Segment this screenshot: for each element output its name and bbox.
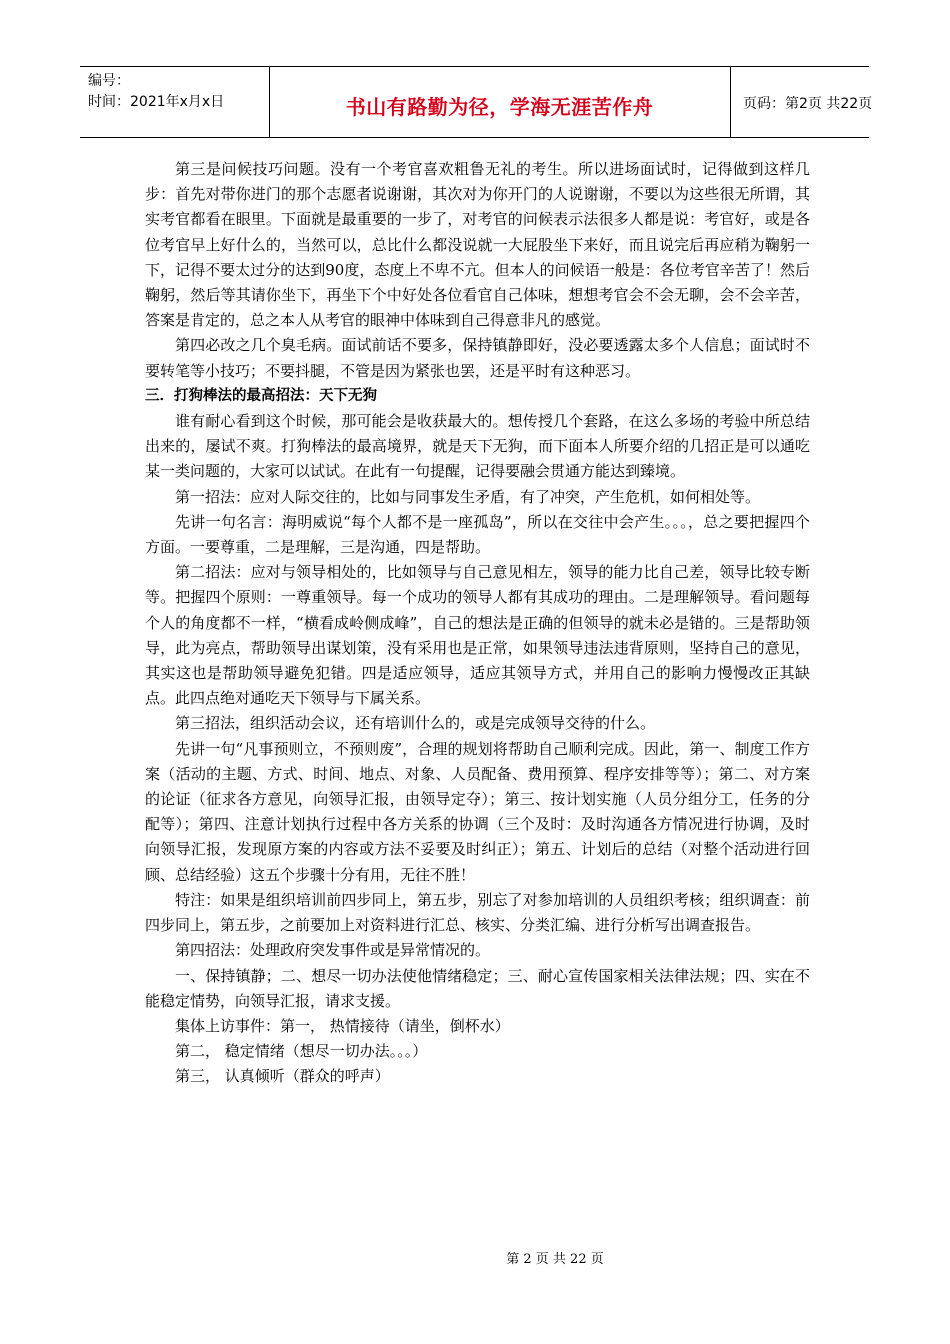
paragraph: 第二， 稳定情绪（想尽一切办法。。。） — [175, 1042, 428, 1061]
paragraph: 第三招法，组织活动会议，还有培训什么的，或是完成领导交待的什么。 — [175, 714, 656, 733]
document-number-label: 编号： — [88, 73, 130, 89]
page-footer — [0, 1248, 950, 1267]
paragraph: 集体上访事件：第一， 热情接待（请坐，倒杯水） — [175, 1016, 510, 1035]
document-date-label: 时间：2021年x月x日 — [88, 94, 225, 110]
paragraph: 第三是问候技巧问题。没有一个考官喜欢粗鲁无礼的考生。所以进场面试时，记得做到这样几步：首先对带你进门的那个志愿者说谢谢，其次对为你开门的人说谢谢，不要以为这些很无所谓，其实考官都看在眼里。下面就是最重要的一步了，对考官的问候表示法很多人都是说：考官好，或是各位考官早上好什么的，当然可以，总比什么都没说就一大屁股坐下来好，而且说完后再应稍为鞠躬一下，记得不要太过分的达到90度，态度上不卑不亢。但本人的问候语一般是：各位考官辛苦了！然后鞠躬，然后等其请你坐下，再坐下个中好处各位看官自己体味，想想考官会不会无聊，会不会辛苦，答案是肯定的，总之本人从考官的眼神中体味到自己得意非凡的感觉。 — [145, 160, 810, 330]
page-header — [80, 66, 873, 138]
header-page-cell — [731, 67, 873, 137]
document-body — [145, 157, 810, 1090]
paragraph: 第一招法：应对人际交往的，比如与同事发生矛盾，有了冲突，产生危机，如何相处等。 — [175, 487, 761, 506]
paragraph: 先讲一句名言：海明威说“每个人都不是一座孤岛”，所以在交往中会产生。。。，总之要把握四个方面。一要尊重，二是理解，三是沟通，四是帮助。 — [145, 512, 810, 557]
paragraph: 一、保持镇静；二、想尽一切办法使他情绪稳定；三、耐心宣传国家相关法律法规；四、实在不能稳定情势，向领导汇报，请求支援。 — [145, 966, 810, 1010]
paragraph: 第四招法：处理政府突发事件或是异常情况的。 — [175, 941, 491, 960]
header-motto-cell — [269, 67, 731, 137]
paragraph: 第三， 认真倾听（群众的呼声） — [175, 1067, 390, 1086]
paragraph: 谁有耐心看到这个时候，那可能会是收获最大的。想传授几个套路，在这么多场的考验中所总结出来的，屡试不爽。打狗棒法的最高境界，就是天下无狗，而下面本人所要介绍的几招正是可以通吃某一类问题的，大家可以试试。在此有一句提醒，记得要融会贯通方能达到臻境。 — [145, 412, 810, 481]
footer-page-number: 第 2 页 共 22 页 — [506, 1252, 604, 1267]
header-page-label: 页码：第2页 共22页 — [743, 96, 873, 112]
header-motto: 书山有路勤为径，学海无涯苦作舟 — [345, 95, 654, 119]
header-info-cell — [80, 67, 270, 137]
paragraph: 第二招法：应对与领导相处的，比如领导与自己意见相左，领导的能力比自己差，领导比较专断等。把握四个原则：一尊重领导。每一个成功的领导人都有其成功的理由。二是理解领导。看问题每个人的角度都不一样，“横看成岭侧成峰”，自己的想法是正确的但领导的就未必是错的。三是帮助领导，此为亮点，帮助领导出谋划策，没有采用也是正常，如果领导违法违背原则，坚持自己的意见，其实这也是帮助领导避免犯错。四是适应领导，适应其领导方式，并用自己的影响力慢慢改正其缺点。此四点绝对通吃天下领导与下属关系。 — [145, 563, 810, 708]
paragraph: 先讲一句“凡事预则立，不预则废”，合理的规划将帮助自己顺利完成。因此，第一、制度工作方案（活动的主题、方式、时间、地点、对象、人员配备、费用预算、程序安排等等）；第二、对方案的论证（征求各方意见，向领导汇报，由领导定夺）；第三、按计划实施（人员分组分工，任务的分配等）；第四、注意计划执行过程中各方关系的协调（三个及时：及时沟通各方情况进行协调，及时向领导汇报，发现原方案的内容或方法不妥要及时纠正）；第五、计划后的总结（对整个活动进行回顾、总结经验）这五个步骤十分有用，无往不胜！ — [145, 739, 810, 884]
paragraph: 特注：如果是组织培训前四步同上，第五步，别忘了对参加培训的人员组织考核；组织调查：前四步同上，第五步，之前要加上对资料进行汇总、核实、分类汇编、进行分析写出调查报告。 — [145, 890, 810, 935]
section-heading: 三．打狗棒法的最高招法：天下无狗 — [145, 387, 377, 404]
paragraph: 第四必改之几个臭毛病。面试前话不要多，保持镇静即好，没必要透露太多个人信息；面试时不要转笔等小技巧；不要抖腿，不管是因为紧张也罢，还是平时有这种恶习。 — [145, 336, 810, 380]
